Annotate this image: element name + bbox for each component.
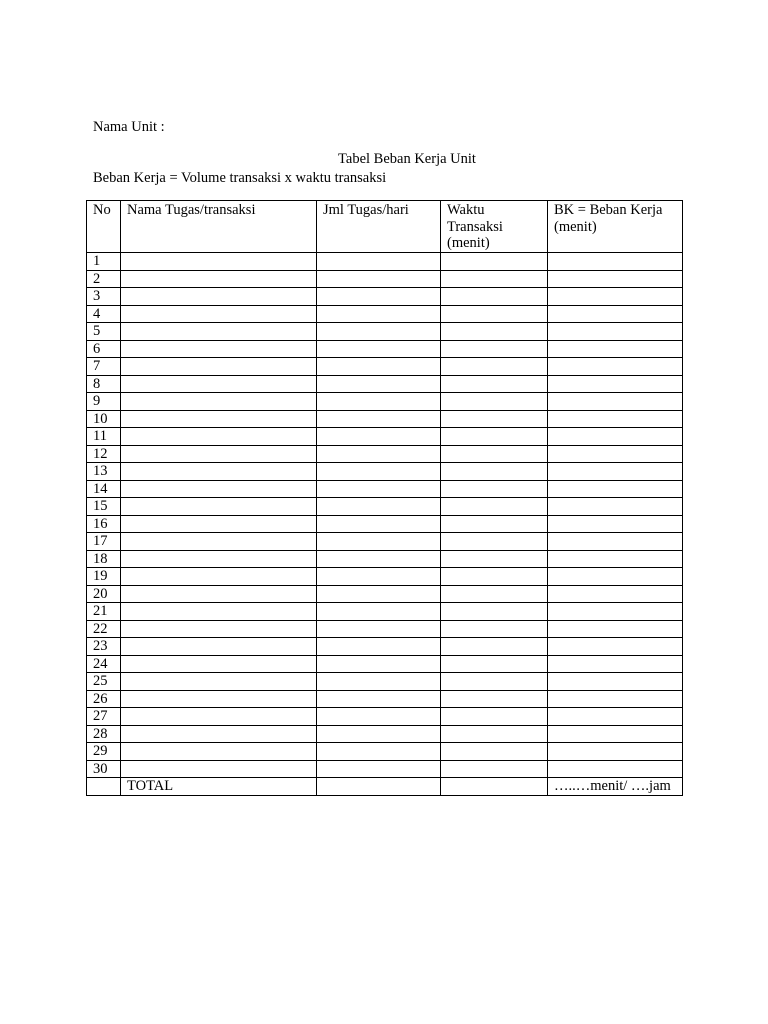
task-name-cell[interactable] [121, 550, 317, 568]
task-count-cell[interactable] [317, 725, 441, 743]
table-row [87, 533, 683, 551]
transaction-time-cell[interactable] [441, 725, 548, 743]
table-row [87, 375, 683, 393]
table-row [87, 253, 683, 271]
unit-name-label: Nama Unit : [93, 119, 165, 135]
task-name-cell[interactable] [121, 568, 317, 586]
task-count-cell[interactable] [317, 550, 441, 568]
task-name-cell[interactable] [121, 603, 317, 621]
transaction-time-cell[interactable] [441, 270, 548, 288]
row-number-cell: 28 [87, 725, 121, 743]
task-count-cell[interactable] [317, 620, 441, 638]
table-row [87, 568, 683, 586]
table-row [87, 515, 683, 533]
workload-cell[interactable] [548, 585, 683, 603]
row-number-cell: 18 [87, 550, 121, 568]
transaction-time-cell[interactable] [441, 708, 548, 726]
table-row [87, 725, 683, 743]
table-row [87, 638, 683, 656]
task-count-cell[interactable] [317, 375, 441, 393]
transaction-time-cell[interactable] [441, 358, 548, 376]
task-count-cell[interactable] [317, 568, 441, 586]
row-number-cell: 27 [87, 708, 121, 726]
table-row [87, 270, 683, 288]
transaction-time-cell[interactable] [441, 533, 548, 551]
workload-cell[interactable] [548, 323, 683, 341]
transaction-time-cell[interactable] [441, 638, 548, 656]
workload-cell[interactable] [548, 480, 683, 498]
table-body [87, 253, 683, 778]
row-number-cell: 13 [87, 463, 121, 481]
transaction-time-cell[interactable] [441, 445, 548, 463]
task-count-cell[interactable] [317, 323, 441, 341]
task-name-cell[interactable] [121, 375, 317, 393]
task-name-cell[interactable] [121, 288, 317, 306]
workload-cell[interactable] [548, 620, 683, 638]
row-number-cell: 15 [87, 498, 121, 516]
transaction-time-cell[interactable] [441, 743, 548, 761]
table-row [87, 340, 683, 358]
total-row [87, 778, 683, 796]
row-number-cell: 20 [87, 585, 121, 603]
table-row [87, 288, 683, 306]
transaction-time-cell[interactable] [441, 673, 548, 691]
task-count-cell[interactable] [317, 288, 441, 306]
task-count-cell[interactable] [317, 270, 441, 288]
task-count-cell[interactable] [317, 410, 441, 428]
task-count-cell[interactable] [317, 655, 441, 673]
row-number-cell: 22 [87, 620, 121, 638]
task-count-cell[interactable] [317, 305, 441, 323]
column-header-task-name: Nama Tugas/transaksi [121, 201, 317, 253]
workload-formula: Beban Kerja = Volume transaksi x waktu transaksi [93, 170, 387, 186]
task-name-cell[interactable] [121, 305, 317, 323]
row-number-cell: 23 [87, 638, 121, 656]
task-name-cell[interactable] [121, 673, 317, 691]
workload-cell[interactable] [548, 743, 683, 761]
row-number-cell: 25 [87, 673, 121, 691]
task-count-cell[interactable] [317, 393, 441, 411]
task-name-cell[interactable] [121, 358, 317, 376]
table-row [87, 323, 683, 341]
table-row [87, 620, 683, 638]
task-name-cell[interactable] [121, 638, 317, 656]
task-count-cell[interactable] [317, 638, 441, 656]
row-number-cell: 24 [87, 655, 121, 673]
row-number-cell: 3 [87, 288, 121, 306]
column-header-no: No [87, 201, 121, 253]
task-name-cell[interactable] [121, 655, 317, 673]
task-name-cell[interactable] [121, 708, 317, 726]
task-name-cell[interactable] [121, 340, 317, 358]
task-count-cell[interactable] [317, 463, 441, 481]
row-number-cell: 17 [87, 533, 121, 551]
transaction-time-cell[interactable] [441, 620, 548, 638]
task-count-cell[interactable] [317, 515, 441, 533]
workload-cell[interactable] [548, 708, 683, 726]
workload-cell[interactable] [548, 533, 683, 551]
workload-cell[interactable] [548, 288, 683, 306]
task-count-cell[interactable] [317, 603, 441, 621]
workload-cell[interactable] [548, 725, 683, 743]
table-row [87, 585, 683, 603]
table-row [87, 305, 683, 323]
workload-cell[interactable] [548, 760, 683, 778]
row-number-cell: 29 [87, 743, 121, 761]
row-number-cell: 21 [87, 603, 121, 621]
task-count-cell[interactable] [317, 743, 441, 761]
task-name-cell[interactable] [121, 463, 317, 481]
transaction-time-cell[interactable] [441, 340, 548, 358]
transaction-time-cell[interactable] [441, 393, 548, 411]
total-task-count-cell [317, 778, 441, 796]
table-row [87, 708, 683, 726]
task-count-cell[interactable] [317, 340, 441, 358]
task-count-cell[interactable] [317, 428, 441, 446]
transaction-time-cell[interactable] [441, 690, 548, 708]
task-count-cell[interactable] [317, 760, 441, 778]
workload-cell[interactable] [548, 253, 683, 271]
row-number-cell: 7 [87, 358, 121, 376]
table-row [87, 690, 683, 708]
task-name-cell[interactable] [121, 253, 317, 271]
task-name-cell[interactable] [121, 620, 317, 638]
row-number-cell: 4 [87, 305, 121, 323]
transaction-time-cell[interactable] [441, 323, 548, 341]
workload-cell[interactable] [548, 445, 683, 463]
task-name-cell[interactable] [121, 445, 317, 463]
table-row [87, 760, 683, 778]
row-number-cell: 9 [87, 393, 121, 411]
task-name-cell[interactable] [121, 410, 317, 428]
transaction-time-cell[interactable] [441, 288, 548, 306]
workload-cell[interactable] [548, 305, 683, 323]
table-title: Tabel Beban Kerja Unit [338, 151, 476, 167]
row-number-cell: 11 [87, 428, 121, 446]
task-name-cell[interactable] [121, 428, 317, 446]
table-row [87, 428, 683, 446]
row-number-cell: 2 [87, 270, 121, 288]
task-name-cell[interactable] [121, 515, 317, 533]
task-count-cell[interactable] [317, 585, 441, 603]
table-row [87, 463, 683, 481]
row-number-cell: 16 [87, 515, 121, 533]
total-time-cell [441, 778, 548, 796]
table-row [87, 410, 683, 428]
workload-cell[interactable] [548, 393, 683, 411]
task-name-cell[interactable] [121, 760, 317, 778]
task-count-cell[interactable] [317, 253, 441, 271]
column-header-transaction-time: Waktu Transaksi (menit) [441, 201, 548, 253]
transaction-time-cell[interactable] [441, 463, 548, 481]
total-workload-value: …..…menit/ ….jam [548, 778, 683, 796]
workload-cell[interactable] [548, 515, 683, 533]
transaction-time-cell[interactable] [441, 655, 548, 673]
workload-cell[interactable] [548, 638, 683, 656]
table-row [87, 358, 683, 376]
task-name-cell[interactable] [121, 743, 317, 761]
table-row [87, 445, 683, 463]
task-name-cell[interactable] [121, 480, 317, 498]
workload-cell[interactable] [548, 690, 683, 708]
row-number-cell: 19 [87, 568, 121, 586]
table-row [87, 480, 683, 498]
row-number-cell: 14 [87, 480, 121, 498]
task-count-cell[interactable] [317, 480, 441, 498]
row-number-cell: 5 [87, 323, 121, 341]
total-label: TOTAL [121, 778, 317, 796]
transaction-time-cell[interactable] [441, 550, 548, 568]
transaction-time-cell[interactable] [441, 585, 548, 603]
task-count-cell[interactable] [317, 690, 441, 708]
task-name-cell[interactable] [121, 533, 317, 551]
task-name-cell[interactable] [121, 498, 317, 516]
workload-cell[interactable] [548, 550, 683, 568]
table-row [87, 498, 683, 516]
workload-cell[interactable] [548, 463, 683, 481]
transaction-time-cell[interactable] [441, 428, 548, 446]
transaction-time-cell[interactable] [441, 760, 548, 778]
workload-cell[interactable] [548, 358, 683, 376]
task-name-cell[interactable] [121, 690, 317, 708]
workload-cell[interactable] [548, 673, 683, 691]
task-count-cell[interactable] [317, 673, 441, 691]
table-header-row [87, 201, 683, 253]
transaction-time-cell[interactable] [441, 568, 548, 586]
transaction-time-cell[interactable] [441, 603, 548, 621]
transaction-time-cell[interactable] [441, 498, 548, 516]
row-number-cell: 26 [87, 690, 121, 708]
task-count-cell[interactable] [317, 498, 441, 516]
total-no-cell [87, 778, 121, 796]
workload-cell[interactable] [548, 375, 683, 393]
row-number-cell: 6 [87, 340, 121, 358]
table-row [87, 655, 683, 673]
table-row [87, 393, 683, 411]
transaction-time-cell[interactable] [441, 410, 548, 428]
transaction-time-cell[interactable] [441, 375, 548, 393]
row-number-cell: 8 [87, 375, 121, 393]
row-number-cell: 30 [87, 760, 121, 778]
row-number-cell: 12 [87, 445, 121, 463]
workload-cell[interactable] [548, 568, 683, 586]
workload-cell[interactable] [548, 498, 683, 516]
table-row [87, 743, 683, 761]
workload-cell[interactable] [548, 410, 683, 428]
task-count-cell[interactable] [317, 358, 441, 376]
task-name-cell[interactable] [121, 393, 317, 411]
transaction-time-cell[interactable] [441, 253, 548, 271]
workload-cell[interactable] [548, 270, 683, 288]
task-name-cell[interactable] [121, 725, 317, 743]
workload-cell[interactable] [548, 428, 683, 446]
transaction-time-cell[interactable] [441, 515, 548, 533]
row-number-cell: 10 [87, 410, 121, 428]
workload-cell[interactable] [548, 340, 683, 358]
column-header-task-count: Jml Tugas/hari [317, 201, 441, 253]
table-row [87, 550, 683, 568]
workload-cell[interactable] [548, 655, 683, 673]
table-row [87, 673, 683, 691]
task-count-cell[interactable] [317, 445, 441, 463]
task-count-cell[interactable] [317, 533, 441, 551]
task-count-cell[interactable] [317, 708, 441, 726]
task-name-cell[interactable] [121, 585, 317, 603]
row-number-cell: 1 [87, 253, 121, 271]
table-row [87, 603, 683, 621]
transaction-time-cell[interactable] [441, 480, 548, 498]
task-name-cell[interactable] [121, 323, 317, 341]
transaction-time-cell[interactable] [441, 305, 548, 323]
task-name-cell[interactable] [121, 270, 317, 288]
workload-table [86, 200, 683, 796]
workload-cell[interactable] [548, 603, 683, 621]
column-header-workload: BK = Beban Kerja (menit) [548, 201, 683, 253]
